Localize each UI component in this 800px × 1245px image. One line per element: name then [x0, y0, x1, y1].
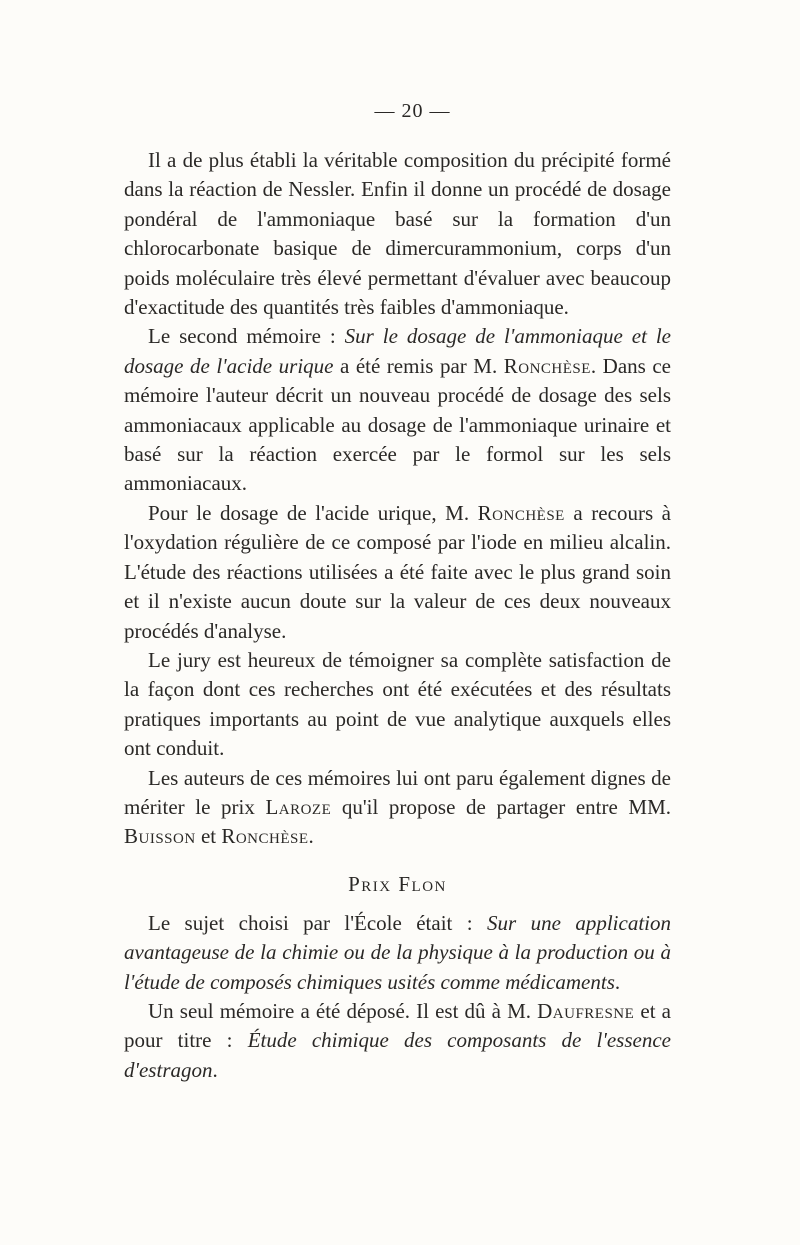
text-run: Le second mémoire :	[148, 324, 345, 349]
paragraph-text: Il a de plus établi la véritable composition du précipité formé dans la réaction de Nessler. Enfin il donne un procédé de dosage pondéral de l'ammoniaque basé sur la formation d'un chlorocarbonate basique de dimercurammonium, corps d'un poids moléculaire très élevé permettant d'évaluer avec beaucoup d'exactitude des quantités très faibles d'ammoniaque.	[124, 148, 671, 320]
text-run: Les auteurs de ces mémoires lui ont paru également dignes de mériter le prix	[124, 765, 671, 819]
paragraph-subject	[124, 909, 671, 997]
text-run: a été remis par M.	[333, 353, 504, 378]
paragraph-text: Le jury est heureux de témoigner sa complète satisfaction de la façon dont ces recherches ont été exécutées et des résultats pratiques importants au point de vue analytique auxquels elles ont conduit.	[124, 647, 671, 761]
text-run: Le sujet choisi par l'École était :	[148, 910, 488, 935]
author-name: Daufresne	[537, 998, 635, 1023]
page-number: — 20 —	[374, 100, 451, 122]
paragraph-nessler	[124, 146, 671, 322]
paragraph-prize-laroze	[124, 764, 671, 852]
text-run: .	[614, 969, 621, 994]
author-name: Buisson	[124, 824, 196, 849]
author-name: Ronchèse	[477, 500, 565, 525]
subject-title: Sur une application avantageuse de la chimie ou de la physique à la production ou à l'étude de composés chimiques usités comme médicaments	[124, 910, 671, 994]
text-run: qu'il propose de partager entre MM.	[331, 794, 671, 819]
text-run: .	[212, 1057, 218, 1082]
memoir-title: Étude chimique des composants de l'essence d'estragon	[124, 1028, 671, 1082]
body-text	[124, 146, 671, 1085]
text-run: et a pour titre :	[124, 998, 671, 1053]
author-name: Ronchèse	[221, 824, 309, 849]
memoir-title: Sur le dosage de l'ammoniaque et le dosage de l'acide urique	[124, 324, 671, 378]
section-heading: Prix Flon	[348, 871, 447, 896]
text-run: a recours à l'oxydation régulière de ce composé par l'iode en milieu alcalin. L'étude des réactions utilisées a été faite avec le plus grand soin et il n'existe aucun doute sur la valeur de ces deux nouveaux procédés d'analyse.	[124, 500, 671, 643]
author-name: Ronchèse	[503, 353, 591, 378]
text-run: Pour le dosage de l'acide urique, M.	[148, 500, 478, 525]
text-run: .	[308, 824, 314, 849]
paragraph-uric-acid	[124, 499, 671, 646]
paragraph-jury	[124, 646, 671, 764]
prize-name: Laroze	[265, 794, 332, 819]
paragraph-single-memoir	[124, 997, 671, 1085]
text-run: et	[195, 824, 222, 849]
paragraph-second-memoir	[124, 322, 671, 498]
text-run: . Dans ce mémoire l'auteur décrit un nouveau procédé de dosage des sels ammoniacaux applicable au dosage de l'ammoniaque urinaire et basé sur la réaction exercée par le formol sur les sels ammoniacaux.	[124, 353, 671, 496]
text-run: Un seul mémoire a été déposé. Il est dû à M.	[148, 998, 538, 1023]
